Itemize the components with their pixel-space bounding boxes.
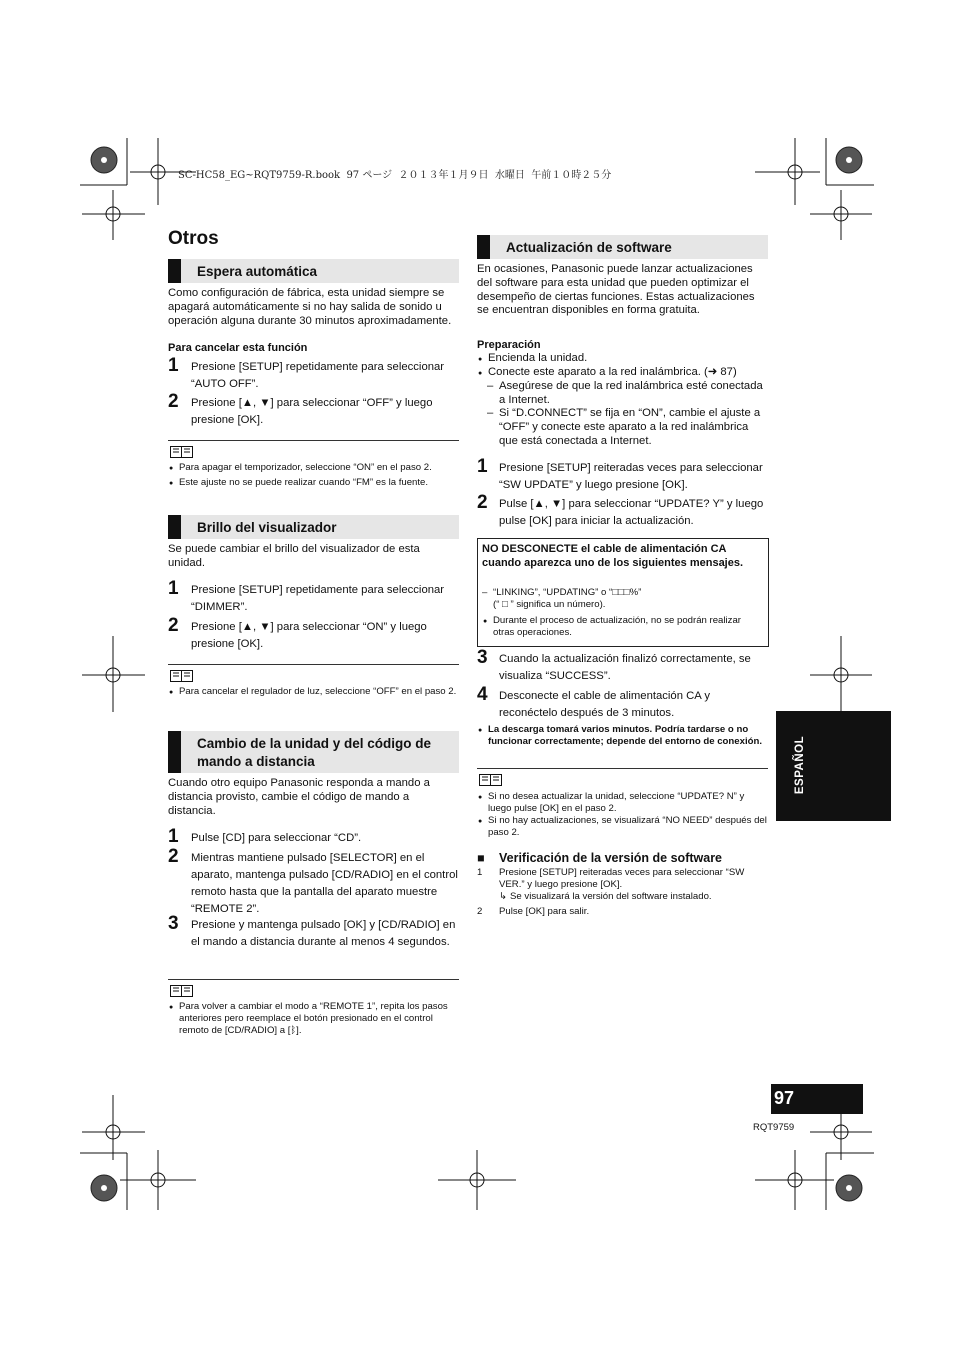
step-text: Cuando la actualización finalizó correctamente, se visualiza “SUCCESS”.	[499, 653, 751, 682]
step-number: 3	[168, 913, 179, 934]
note-book-icon	[479, 774, 503, 786]
subsection-heading-version: Verificación de la versión de software	[499, 851, 723, 865]
auto-standby-intro: Como configuración de fábrica, esta unidad siempre se apagará automáticamente si no hay salida de sonido u operación alguna durante 30 minutos aproximadamente.	[168, 287, 452, 327]
step-number: 3	[477, 647, 488, 668]
step-text: Desconecte el cable de alimentación CA y reconéctelo después de 3 minutos.	[499, 690, 710, 719]
step-number: 4	[477, 684, 488, 705]
step-text: Presione [SETUP] repetidamente para seleccionar “AUTO OFF”.	[191, 361, 445, 390]
prep-item: ● Encienda la unidad.	[488, 352, 768, 366]
step-text: Presione [SETUP] repetidamente para seleccionar “DIMMER”.	[191, 584, 445, 613]
divider	[168, 979, 459, 980]
remote-code-intro: Cuando otro equipo Panasonic responda a mando a distancia provisto, cambie el código de mando a distancia.	[168, 777, 430, 817]
step-number: 1	[168, 578, 179, 599]
section-heading-dimmer: Brillo del visualizador	[168, 515, 459, 539]
step-number: 1	[168, 826, 179, 847]
print-header: SC-HC58_EG~RQT9759-R.book 97 ページ ２０１３年１月９日 水曜日 午前１０時２５分	[178, 170, 612, 181]
page-number: 97	[771, 1084, 863, 1114]
download-note: ● La descarga tomará varios minutos. Podría tardarse o no funcionar correctamente; depende del entorno de conexión.	[488, 724, 768, 748]
section-heading-auto-standby: Espera automática	[168, 259, 459, 283]
step-number: 2	[168, 615, 179, 636]
warning-dash-item: “LINKING”, “UPDATING” o “□□□%”	[493, 587, 642, 598]
divider	[168, 440, 459, 441]
note-item: ● Si no desea actualizar la unidad, seleccione “UPDATE? N” y luego pulse [OK] en el paso 2.	[488, 791, 768, 815]
divider	[168, 664, 459, 665]
step-number: 1	[477, 867, 483, 878]
note-item: ● Si no hay actualizaciones, se visualizará “NO NEED” después del paso 2.	[488, 815, 768, 839]
step-text: Pulse [CD] para seleccionar “CD”.	[191, 832, 362, 844]
step-text: Presione y mantenga pulsado [OK] y [CD/RADIO] en el mando a distancia durante al menos 4 segundos.	[191, 919, 456, 948]
warning-bullet: ● Durante el proceso de actualización, no se podrán realizar otras operaciones.	[493, 615, 763, 639]
step-number: 1	[168, 355, 179, 376]
step-result: Se visualizará la versión del software instalado.	[510, 891, 712, 902]
step-number: 2	[477, 906, 483, 917]
dash-mark: –	[487, 407, 494, 419]
divider	[477, 768, 768, 769]
step-number: 1	[477, 456, 488, 477]
result-arrow-icon: ↳	[499, 891, 508, 902]
note-item: ● Para cancelar el regulador de luz, seleccione “OFF” en el paso 2.	[179, 686, 459, 698]
step-text: Pulse [OK] para salir.	[499, 906, 590, 917]
page-title: Otros	[168, 228, 219, 249]
step-number: 2	[477, 492, 488, 513]
dash-mark: –	[482, 587, 488, 598]
note-book-icon	[170, 985, 194, 997]
document-code: RQT9759	[753, 1122, 795, 1133]
note-book-icon	[170, 670, 194, 682]
prep-sub-item: Asegúrese de que la red inalámbrica esté conectada a Internet.	[499, 380, 763, 406]
prep-item: ● Conecte este aparato a la red inalámbrica. (➜ 87)	[488, 366, 768, 380]
step-text: Presione [SETUP] reiteradas veces para seleccionar “SW UPDATE” y luego presione [OK].	[499, 462, 763, 491]
step-number: 2	[168, 846, 179, 867]
preparation-label: Preparación	[477, 339, 541, 351]
note-item: ● Para apagar el temporizador, seleccione “ON” en el paso 2.	[179, 462, 459, 474]
subsection-square-icon: ■	[477, 851, 485, 865]
dimmer-intro: Se puede cambiar el brillo del visualizador de esta unidad.	[168, 543, 420, 569]
step-number: 2	[168, 391, 179, 412]
warning-title: NO DESCONECTE el cable de alimentación CA cuando aparezca uno de los siguientes mensajes.	[482, 543, 744, 569]
warning-dash-item-note: (“ □ ” significa un número).	[493, 599, 606, 610]
section-heading-remote-code: Cambio de la unidad y del código de mando a distancia	[168, 731, 459, 773]
step-text: Mientras mantiene pulsado [SELECTOR] en el aparato, mantenga pulsado [CD/RADIO] en el control remoto hasta que la pantalla del aparato muestre “REMOTE 2”.	[191, 852, 458, 915]
dash-mark: –	[487, 380, 494, 392]
prep-sub-item: Si “D.CONNECT” se fija en “ON”, cambie el ajuste a “OFF” y conecte este aparato a la red inalámbrica que está conectada a Internet.	[499, 407, 761, 447]
language-tab: ESPAÑOL	[776, 711, 891, 821]
note-item: ● Para volver a cambiar el modo a “REMOTE 1”, repita los pasos anteriores pero reemplace el botón presionado en el control remoto de [CD/RADIO] a [ᛒ].	[179, 1001, 459, 1038]
step-text: Pulse [▲, ▼] para seleccionar “UPDATE? Y” y luego pulse [OK] para iniciar la actualización.	[499, 498, 764, 527]
section-heading-software-update: Actualización de software	[477, 235, 768, 259]
cancel-label: Para cancelar esta función	[168, 342, 308, 354]
step-text: Presione [▲, ▼] para seleccionar “OFF” y luego presione [OK].	[191, 397, 433, 426]
step-text: Presione [▲, ▼] para seleccionar “ON” y luego presione [OK].	[191, 621, 427, 650]
note-item: ● Este ajuste no se puede realizar cuando “FM” es la fuente.	[179, 477, 459, 489]
step-text: Presione [SETUP] reiteradas veces para seleccionar “SW VER.” y luego presione [OK].	[499, 867, 745, 891]
note-book-icon	[170, 446, 194, 458]
software-update-intro: En ocasiones, Panasonic puede lanzar actualizaciones del software para esta unidad que pueden optimizar el desempeño de ciertas funciones. Estas actualizaciones se encuentran disponibles en forma gratuita.	[477, 263, 755, 317]
